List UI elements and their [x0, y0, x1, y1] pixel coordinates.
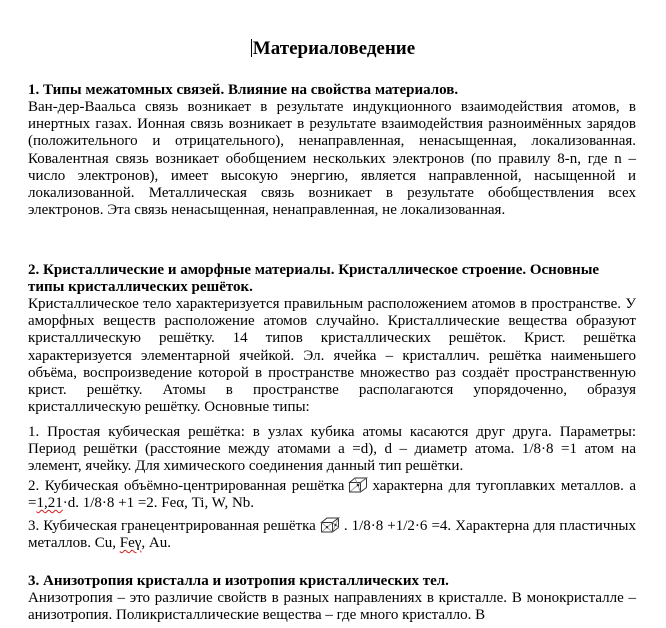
section-3-heading: 3. Анизотропия кристалла и изотропия кристаллических тел. — [28, 573, 449, 589]
section-2-item-2 — [28, 477, 636, 512]
document-title: Материаловедение — [252, 38, 416, 59]
section-3-body: Анизотропия – это различие свойств в разных направлениях в кристалле. В монокристалле – анизотропия. Поликристаллические вещества – где много кристалло. В — [28, 590, 636, 624]
section-1-body: Ван-дер-Ваальса связь возникает в результате индукционного взаимодействия атомов, в инертных газах. Ионная связь возникает в результате взаимодействия разноимённых зарядов (положительного и отрицательного), ненаправленная, ненасыщенная, локализованная. Ковалентная связь возникает обобщением нескольких электронов (по правилу 8-n, где n – число электронов), имеет высокую энергию, является направленной, насыщенной и локализованной. Металлическая связь возникает в результате обобществления всех электронов. Эта связь ненасыщенная, ненаправленная, не локализованная. — [28, 99, 636, 219]
item-3-text-middle: . 1/8·8 +1/2·6 =4. Характерна для пластичных металлов. Cu, — [28, 518, 636, 552]
bcc-lattice-icon — [348, 477, 368, 493]
section-1-heading: 1. Типы межатомных связей. Влияние на свойства материалов. — [28, 82, 459, 98]
text-cursor — [251, 39, 252, 57]
item-2-text-middle: характерна для тугоплавких металлов. a = — [28, 478, 636, 512]
item-2-text-start: 2. Кубическая объёмно-центрированная решётка — [28, 478, 345, 494]
section-2-item-3 — [28, 517, 636, 552]
item-3-text-start: 3. Кубическая гранецентрированная решётка — [28, 518, 316, 534]
item-2-text-end: ·d. 1/8·8 +1 =2. Feα, Ti, W, Nb. — [62, 495, 255, 512]
section-2-heading: 2. Кристаллические и аморфные материалы. Кристаллическое строение. Основные типы кристаллических решёток. — [28, 262, 600, 296]
item-3-text-end: , Au. — [141, 535, 171, 552]
spellcheck-flag: Feγ — [119, 535, 142, 552]
fcc-lattice-icon — [320, 517, 340, 533]
spellcheck-flag: 1,21 — [36, 495, 63, 512]
section-2-item-1: 1. Простая кубическая решётка: в узлах кубика атомы касаются друг друга. Параметры: Период решётки (расстояние между атомами a =d), d – диаметр атома. 1/8·8 =1 атом на элемент, ячейку. Для химического соединения данный тип решётки. — [28, 424, 636, 475]
section-2-body: Кристаллическое тело характеризуется правильным расположением атомов в пространстве. У аморфных веществ расположение атомов случайно. Кристаллические вещества образуют кристаллическую решётку. 14 типов кристаллических решёток. Крист. решётка характеризуется элементарной ячейкой. Эл. ячейка – кристаллич. решётка наименьшего объёма, воспроизведение которой в пространстве множество раз создаёт пространственную крист. решётку. Атомы в пространстве располагаются упорядоченно, образуя кристаллическую решётку. Основные типы: — [28, 296, 636, 416]
